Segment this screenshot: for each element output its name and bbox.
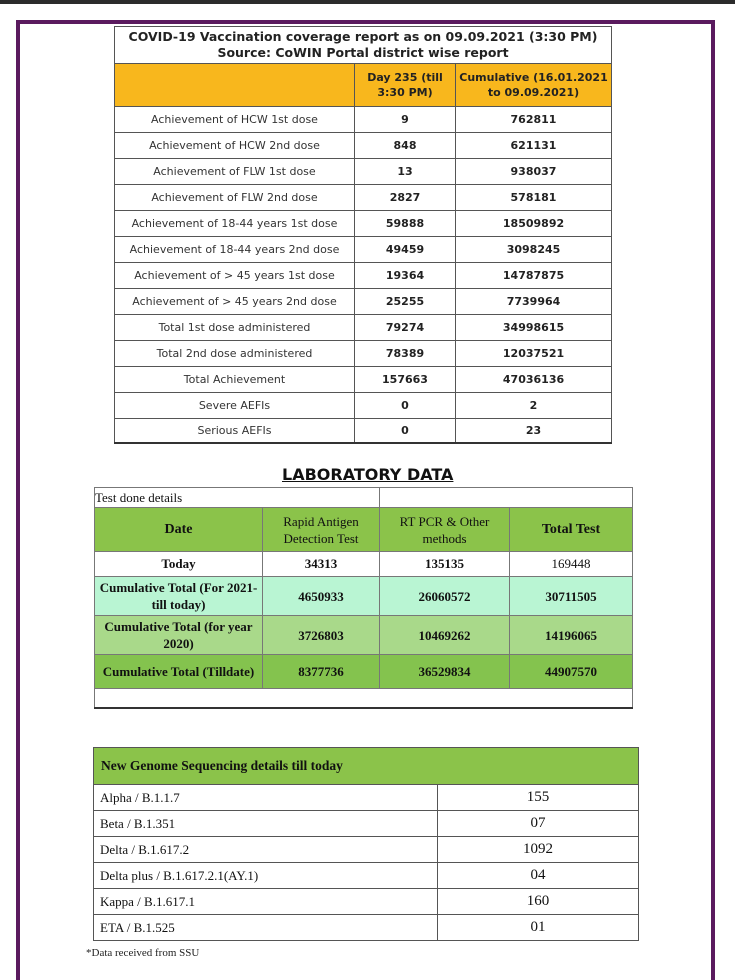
- top-rule: [0, 0, 735, 4]
- row-label: Achievement of FLW 2nd dose: [115, 185, 355, 211]
- lab-row-total: 14196065: [510, 616, 633, 655]
- lab-row-label: Cumulative Total (Tilldate): [95, 655, 263, 689]
- test-done-details: Test done details: [95, 488, 380, 508]
- table-row: [115, 263, 612, 289]
- row-cumulative: 2: [456, 393, 612, 419]
- lab-header-total: Total Test: [510, 508, 633, 552]
- lab-row-label: Today: [95, 552, 263, 577]
- row-day: 78389: [355, 341, 456, 367]
- lab-row-rtpcr: 135135: [380, 552, 510, 577]
- table-row: [95, 655, 633, 689]
- row-day: 2827: [355, 185, 456, 211]
- row-label: Total 2nd dose administered: [115, 341, 355, 367]
- test-done-blank: [380, 488, 633, 508]
- table-row: [95, 577, 633, 616]
- lab-row-rtpcr: 26060572: [380, 577, 510, 616]
- row-label: Total 1st dose administered: [115, 315, 355, 341]
- row-label: Total Achievement: [115, 367, 355, 393]
- row-day: 157663: [355, 367, 456, 393]
- row-day: 0: [355, 419, 456, 444]
- genome-count: 160: [438, 889, 639, 915]
- genome-count: 04: [438, 863, 639, 889]
- lab-row-label: Cumulative Total (for year 2020): [95, 616, 263, 655]
- genome-variant: ETA / B.1.525: [94, 915, 438, 941]
- vaccination-title: [115, 27, 612, 64]
- table-row: [95, 552, 633, 577]
- row-day: 59888: [355, 211, 456, 237]
- test-done-row: [95, 488, 633, 508]
- row-day: 19364: [355, 263, 456, 289]
- vaccination-header-blank: [115, 64, 355, 107]
- table-row: [94, 785, 639, 811]
- table-row: [115, 211, 612, 237]
- vaccination-header-day: Day 235 (till 3:30 PM): [355, 64, 456, 107]
- genome-count: 155: [438, 785, 639, 811]
- genome-table: [93, 747, 639, 941]
- row-cumulative: 578181: [456, 185, 612, 211]
- table-row: [115, 133, 612, 159]
- lab-heading: LABORATORY DATA: [282, 465, 454, 484]
- table-row: [115, 107, 612, 133]
- table-row: [115, 315, 612, 341]
- vaccination-header-row: [115, 64, 612, 107]
- genome-count: 01: [438, 915, 639, 941]
- genome-count: 07: [438, 811, 639, 837]
- row-cumulative: 7739964: [456, 289, 612, 315]
- genome-variant: Alpha / B.1.1.7: [94, 785, 438, 811]
- vaccination-title-line2: Source: CoWIN Portal district wise report: [217, 45, 509, 60]
- lab-row-rtpcr: 10469262: [380, 616, 510, 655]
- row-label: Achievement of 18-44 years 2nd dose: [115, 237, 355, 263]
- genome-count: 1092: [438, 837, 639, 863]
- table-row: [94, 837, 639, 863]
- genome-heading: New Genome Sequencing details till today: [94, 748, 639, 785]
- genome-variant: Kappa / B.1.617.1: [94, 889, 438, 915]
- laboratory-table: [94, 487, 633, 709]
- row-label: Achievement of 18-44 years 1st dose: [115, 211, 355, 237]
- lab-row-total: 30711505: [510, 577, 633, 616]
- table-row: [94, 811, 639, 837]
- table-row: [115, 289, 612, 315]
- row-day: 13: [355, 159, 456, 185]
- table-row: [115, 393, 612, 419]
- row-day: 0: [355, 393, 456, 419]
- lab-row-rapid: 3726803: [263, 616, 380, 655]
- row-day: 848: [355, 133, 456, 159]
- row-cumulative: 34998615: [456, 315, 612, 341]
- genome-variant: Beta / B.1.351: [94, 811, 438, 837]
- table-row: [94, 863, 639, 889]
- vaccination-title-row: [115, 27, 612, 64]
- row-label: Achievement of HCW 1st dose: [115, 107, 355, 133]
- row-day: 79274: [355, 315, 456, 341]
- row-cumulative: 47036136: [456, 367, 612, 393]
- row-cumulative: 938037: [456, 159, 612, 185]
- row-label: Achievement of FLW 1st dose: [115, 159, 355, 185]
- table-row: [95, 616, 633, 655]
- vaccination-table: [114, 26, 612, 444]
- lab-header-rtpcr: RT PCR & Other methods: [380, 508, 510, 552]
- genome-variant: Delta / B.1.617.2: [94, 837, 438, 863]
- row-cumulative: 14787875: [456, 263, 612, 289]
- vaccination-header-cumulative: Cumulative (16.01.2021 to 09.09.2021): [456, 64, 612, 107]
- lab-header-row: [95, 508, 633, 552]
- row-day: 9: [355, 107, 456, 133]
- table-row: [94, 889, 639, 915]
- lab-row-rapid: 34313: [263, 552, 380, 577]
- table-row: [115, 159, 612, 185]
- lab-row-total: 169448: [510, 552, 633, 577]
- lab-row-rtpcr: 36529834: [380, 655, 510, 689]
- lab-empty-cell: [95, 689, 633, 709]
- row-label: Severe AEFIs: [115, 393, 355, 419]
- table-row: [115, 341, 612, 367]
- table-row: [115, 185, 612, 211]
- lab-header-date: Date: [95, 508, 263, 552]
- lab-empty-row: [95, 689, 633, 709]
- table-row: [115, 419, 612, 444]
- lab-row-rapid: 4650933: [263, 577, 380, 616]
- vaccination-title-line1: COVID-19 Vaccination coverage report as on 09.09.2021 (3:30 PM): [128, 29, 598, 44]
- row-cumulative: 23: [456, 419, 612, 444]
- row-label: Serious AEFIs: [115, 419, 355, 444]
- lab-row-label: Cumulative Total (For 2021- till today): [95, 577, 263, 616]
- row-label: Achievement of > 45 years 2nd dose: [115, 289, 355, 315]
- row-label: Achievement of > 45 years 1st dose: [115, 263, 355, 289]
- row-cumulative: 762811: [456, 107, 612, 133]
- row-day: 49459: [355, 237, 456, 263]
- lab-row-total: 44907570: [510, 655, 633, 689]
- row-cumulative: 12037521: [456, 341, 612, 367]
- row-label: Achievement of HCW 2nd dose: [115, 133, 355, 159]
- table-row: [115, 367, 612, 393]
- lab-row-rapid: 8377736: [263, 655, 380, 689]
- genome-header-row: [94, 748, 639, 785]
- genome-variant: Delta plus / B.1.617.2.1(AY.1): [94, 863, 438, 889]
- row-day: 25255: [355, 289, 456, 315]
- row-cumulative: 621131: [456, 133, 612, 159]
- table-row: [115, 237, 612, 263]
- row-cumulative: 18509892: [456, 211, 612, 237]
- lab-header-rapid: Rapid Antigen Detection Test: [263, 508, 380, 552]
- row-cumulative: 3098245: [456, 237, 612, 263]
- table-row: [94, 915, 639, 941]
- footnote: *Data received from SSU: [86, 947, 200, 959]
